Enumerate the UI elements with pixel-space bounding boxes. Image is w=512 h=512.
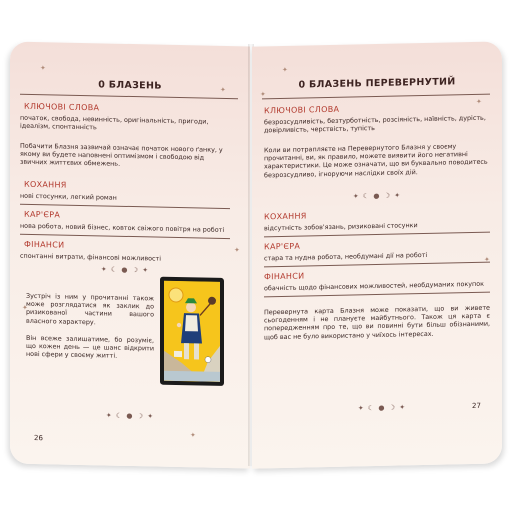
career-text: стара та нудна робота, необдумані дії на роботі xyxy=(264,250,428,263)
page-title: 0 БЛАЗЕНЬ ПЕРЕВЕРНУТИЙ xyxy=(298,76,456,91)
ornament: ✦ ☾ ● ☽ ✦ xyxy=(105,411,155,421)
page-number: 26 xyxy=(34,433,43,443)
divider xyxy=(264,292,490,298)
outro-paragraph: Перевернута карта Блазня може показати, що ви живете сьогоденням і не плануєте майбутнього. Також ця карта є попередженням про те, що ви повинні бути більш обізнаними, щоб вас не було використано у чиїхось інтересах. xyxy=(264,303,490,341)
divider xyxy=(20,204,230,209)
career-text: нова робота, новий бізнес, ковток свіжого повітря на роботі xyxy=(20,221,225,234)
sparkle-icon: ✦ xyxy=(282,65,288,74)
finance-heading: ФІНАНСИ xyxy=(24,239,65,250)
page-number: 27 xyxy=(472,401,481,411)
sparkle-icon: ✦ xyxy=(234,246,240,255)
open-book xyxy=(10,44,502,466)
keywords-heading: КЛЮЧОВІ СЛОВА xyxy=(24,101,100,113)
fool-tarot-card-image xyxy=(160,277,224,386)
sparkle-icon: ✦ xyxy=(22,303,28,312)
finance-text: спонтанні витрати, фінансові можливості xyxy=(20,251,162,263)
intro-paragraph: Побачити Блазня зазвичай означає початок нового ґанку, у якому ви будете наповнені оптимізмом і свободою від звичних життєвих обмежень. xyxy=(20,141,223,169)
sparkle-icon: ✦ xyxy=(484,255,490,264)
fool-illustration xyxy=(164,281,220,382)
sparkle-icon: ✦ xyxy=(40,64,46,73)
keywords-text: початок, свобода, невинність, оригінальність, пригоди, ідеалізм, спонтанність xyxy=(20,113,209,132)
divider xyxy=(264,232,490,238)
meet-paragraph-1: Зустріч із ним у прочитанні також може розглядатися як заклик до ризикованої частини вашого власного характеру. xyxy=(26,291,154,326)
finance-text: обачність щодо фінансових можливостей, необдуманих покупок xyxy=(264,279,484,293)
love-heading: КОХАННЯ xyxy=(24,179,67,190)
right-page xyxy=(252,41,502,468)
sparkle-icon: ✦ xyxy=(220,85,226,95)
love-text: відсутність зобов'язань, ризиковані стосунки xyxy=(264,221,418,233)
ornament: ✦ ☾ ● ☽ ✦ xyxy=(100,265,150,275)
divider xyxy=(264,262,490,268)
keywords-heading: КЛЮЧОВІ СЛОВА xyxy=(264,104,340,116)
left-page xyxy=(10,41,250,468)
meet-paragraph-2: Він всеже залишатиме, бо розуміє, що кожен день — це шанс відкрити нові сфери у своєму житті. xyxy=(26,333,154,361)
divider xyxy=(20,94,238,100)
sparkle-icon: ✦ xyxy=(260,90,266,99)
love-heading: КОХАННЯ xyxy=(264,211,307,222)
divider xyxy=(262,94,490,100)
divider xyxy=(20,234,230,239)
ornament: ✦ ☾ ● ☽ ✦ xyxy=(352,191,402,201)
sparkle-icon: ✦ xyxy=(476,97,482,106)
career-heading: КАР'ЄРА xyxy=(24,209,61,220)
love-text: нові стосунки, легкий роман xyxy=(20,191,117,202)
page-title: 0 БЛАЗЕНЬ xyxy=(98,79,162,92)
sparkle-icon: ✦ xyxy=(190,431,196,440)
career-heading: КАР'ЄРА xyxy=(264,241,301,252)
intro-paragraph: Коли ви потрапляєте на Перевернутого Блазня у своєму прочитанні, ви, як правило, можете виявити його негативні характеристики. Це може означати, що ви буквально поводитесь безрозсудливо, ігноруючи наслідки своїх дій. xyxy=(264,142,488,179)
ornament: ✦ ☾ ● ☽ ✦ xyxy=(357,403,407,413)
finance-heading: ФІНАНСИ xyxy=(264,271,305,282)
keywords-text: безрозсудливість, безтурботність, розсіяність, наївність, дурість, довірливість, черствість, тупість xyxy=(264,113,486,135)
